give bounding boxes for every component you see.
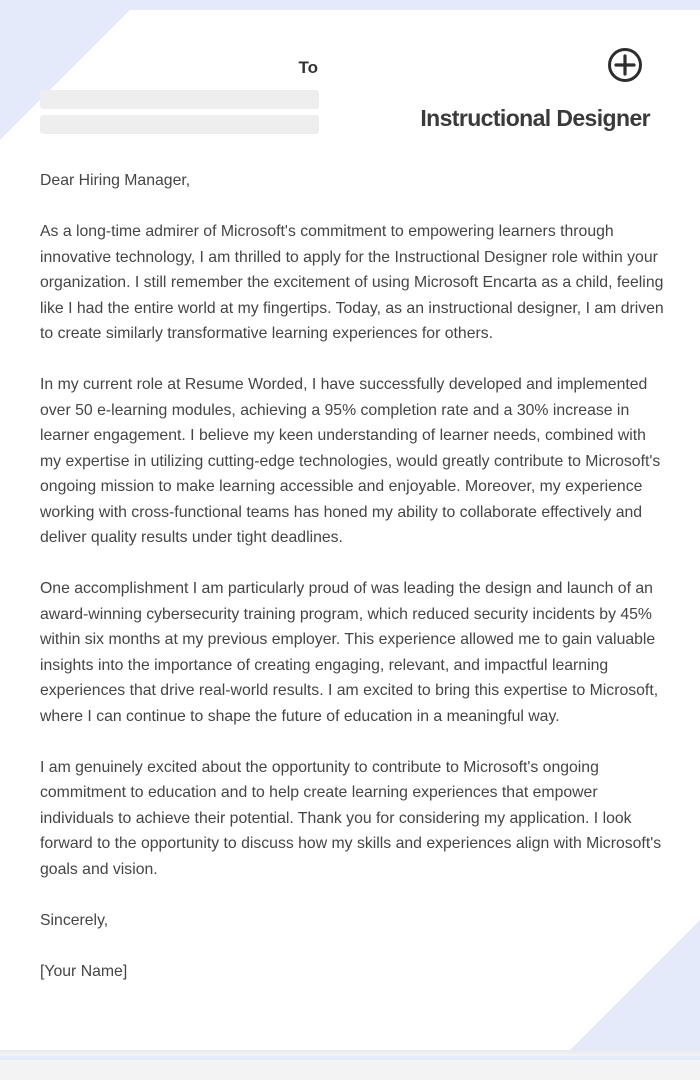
plus-circle-icon	[607, 47, 643, 83]
paragraph-3: One accomplishment I am particularly proud of was leading the design and launch of an award-winning cybersecurity training program, which reduced security incidents by 45% within six months at my previous employer. This experience allowed me to gain valuable insights into the importance of creating engaging, relevant, and impactful learning experiences that drive real-world results. I am excited to bring this expertise to Microsoft, where I can continue to shape the future of education in a meaningful way.	[40, 580, 659, 725]
to-label: To	[298, 58, 318, 77]
page-shadow	[0, 1050, 700, 1056]
recipient-placeholder-line-2	[40, 115, 319, 134]
letter-body	[40, 168, 665, 1010]
signature: [Your Name]	[40, 962, 128, 980]
salutation: Dear Hiring Manager,	[40, 172, 191, 189]
paragraph-1: As a long-time admirer of Microsoft's commitment to empowering learners through innovative technology, I am thrilled to apply for the Instructional Designer role within your organization. I still remember the excitement of using Microsoft Encarta as a child, feeling like I had the entire world at my fingertips. Today, as an instructional designer, I am driven to create similarly transformative learning experiences for others.	[40, 223, 664, 342]
paragraph-4: I am genuinely excited about the opportunity to contribute to Microsoft's ongoing commitment to education and to help create learning experiences that empower individuals to achieve their potential. Thank you for considering my application. I look forward to the opportunity to discuss how my skills and experiences align with Microsoft's goals and vision.	[40, 758, 662, 878]
recipient-placeholder-line-1	[40, 90, 319, 109]
cover-letter-page	[0, 10, 700, 1050]
closing: Sincerely,	[40, 911, 109, 929]
paragraph-2: In my current role at Resume Worded, I have successfully developed and implemented over 50 e-learning modules, achieving a 95% completion rate and a 30% increase in learner engagement. I believe my keen understanding of learner needs, combined with my expertise in utilizing cutting-edge technologies, would greatly contribute to Microsoft's ongoing mission to make learning accessible and enjoyable. Moreover, my experience working with cross-functional teams has honed my ability to collaborate effectively and deliver quality results under tight deadlines.	[40, 376, 661, 546]
job-title: Instructional Designer	[420, 105, 650, 131]
